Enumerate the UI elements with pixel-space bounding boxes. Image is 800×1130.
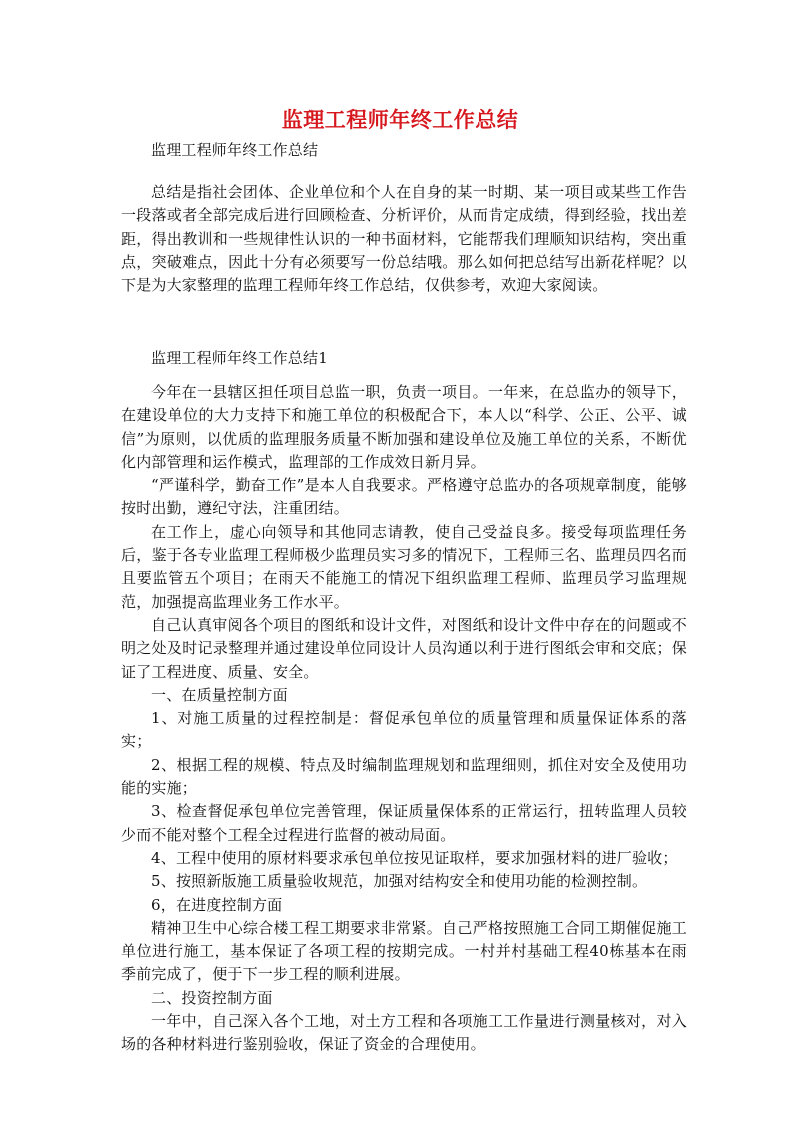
paragraph: 自己认真审阅各个项目的图纸和设计文件，对图纸和设计文件中存在的问题或不明之处及时记录整理并通过建设单位同设计人员沟通以利于进行图纸会审和交底；保证了工程进度、质量、安全。 — [121, 615, 687, 681]
subheading-progress-control: 6，在进度控制方面 — [151, 895, 283, 914]
subtitle-text: 监理工程师年终工作总结 — [151, 141, 319, 159]
list-item: 1、对施工质量的过程控制是：督促承包单位的质量管理和质量保证体系的落实； — [121, 709, 687, 751]
document-subtitle — [121, 139, 687, 162]
paragraph: 在工作上，虚心向领导和其他同志请教，使自己受益良多。接受每项监理任务后，鉴于各专业监理工程师极少监理员实习多的情况下，工程师三名、监理员四名而且要监管五个项目；在雨天不能施工的情况下组织监理工程师、监理员学习监理规范，加强提高监理业务工作水平。 — [121, 522, 687, 611]
subheading-investment-control: 二、投资控制方面 — [151, 988, 273, 1007]
section-body — [121, 381, 687, 1057]
list-item: 5、按照新版施工质量验收规范，加强对结构安全和使用功能的检测控制。 — [151, 872, 648, 891]
list-item: 2、根据工程的规模、特点及时编制监理规划和监理细则，抓住对安全及使用功能的实施； — [121, 755, 687, 798]
intro-paragraph: 总结是指社会团体、企业单位和个人在自身的某一时期、某一项目或某些工作告一段落或者全部完成后进行回顾检查、分析评价，从而肯定成绩，得到经验，找出差距，得出教训和一些规律性认识的一种书面材料，它能帮我们理顺知识结构，突出重点，突破难点，因此十分有必须要写一份总结哦。那么如何把总结写出新花样呢？以下是为大家整理的监理工程师年终工作总结，仅供参考，欢迎大家阅读。 — [121, 183, 687, 295]
paragraph: “严谨科学，勤奋工作”是本人自我要求。严格遵守总监办的各项规章制度，能够按时出勤，遵纪守法，注重团结。 — [121, 476, 687, 518]
list-item: 4、工程中使用的原材料要求承包单位按见证取样，要求加强材料的进厂验收； — [151, 848, 678, 867]
intro-block — [121, 181, 687, 297]
section-heading-block — [121, 347, 687, 370]
section-heading: 监理工程师年终工作总结1 — [151, 349, 328, 367]
paragraph: 精神卫生中心综合楼工程工期要求非常紧。自己严格按照施工合同工期催促施工单位进行施工，基本保证了各项工程的按期完成。一村并村基础工程40栋基本在雨季前完成了，便于下一步工程的顺利进展。 — [121, 918, 687, 984]
subheading-quality-control: 一、在质量控制方面 — [151, 685, 288, 704]
document-title: 监理工程师年终工作总结 — [281, 107, 519, 132]
list-item: 3、检查督促承包单位完善管理，保证质量保体系的正常运行，扭转监理人员较少而不能对整个工程全过程进行监督的被动局面。 — [121, 802, 687, 844]
paragraph: 一年中，自己深入各个工地，对土方工程和各项施工工作量进行测量核对，对入场的各种材料进行鉴别验收，保证了资金的合理使用。 — [121, 1012, 687, 1054]
paragraph: 今年在一县辖区担任项目总监一职，负责一项目。一年来，在总监办的领导下，在建设单位的大力支持下和施工单位的积极配合下，本人以“科学、公正、公平、诚信”为原则，以优质的监理服务质量不断加强和建设单位及施工单位的关系，不断优化内部管理和运作模式，监理部的工作成效日新月异。 — [121, 383, 687, 471]
